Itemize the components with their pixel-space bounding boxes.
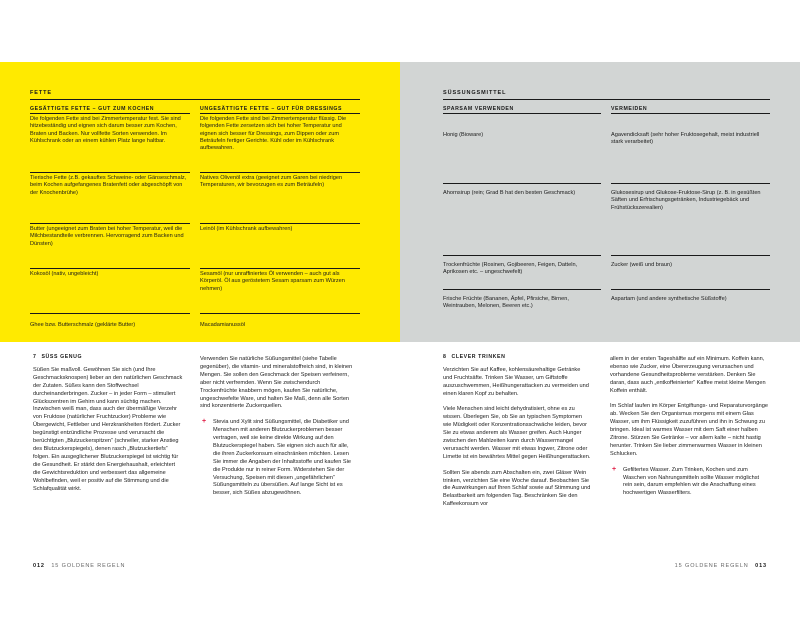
- page-number-right: 013: [755, 563, 767, 569]
- section7-paragraph: Verwenden Sie natürliche Süßungsmittel (siehe Tabelle gegenüber), die vitamin- und mineralstoffreich sind, in kleinen Mengen. Sie sollen den Geschmack der Speisen verfeinern, aber nicht verfremden. Wenn Sie zwischendurch Trockenfrüchte knabbern mögen, kaufen Sie natürliche, ungeschwefelte Ware, und halten Sie Maß, denn alle Sorten sind konzentrierte Zuckerquellen.: [200, 356, 353, 410]
- section8-paragraph: Im Schlaf laufen im Körper Entgiftungs- und Reparaturvorgänge ab. Wecken Sie den Organismus morgens mit einem Glas Wasser, um ihm Flüssigkeit zuzuführen und ihn in Schwung zu bringen. Ideal ist warmes Wasser mit dem Saft einer halben Zitrone. Stürzen Sie Getränke – vor allem kalte – nicht hastig herunter. Trinken Sie lieber zimmerwarmes Wasser in kleinen Schlucken.: [610, 403, 768, 457]
- table-cell: Die folgenden Fette sind bei Zimmertemperatur flüssig. Die folgenden Fette zersetzen sich bei hoher Temperatur und eignen sich besser für Dressings, zum Dippen oder zum Beträufeln fertiger Gerichte. Kühl oder im Kühlschrank aufbewahren.: [200, 113, 360, 172]
- page-number-left: 012: [33, 563, 45, 569]
- table-cell: Glukosesirup und Glukose-Fruktose-Sirup (z. B. in gesüßten Säften und Erfrischungsgetränken, Industriegebäck und Frühstückszerealien): [611, 183, 770, 255]
- section8-paragraph: allem in der ersten Tageshälfte auf ein Minimum. Koffein kann, ebenso wie Zucker, eine Übererzeugung verursachen und vorhandene Gesundheitsprobleme verstärken. Denken Sie daran, dass auch „entkoffeinierter“ Kaffee meist kleine Mengen Koffein enthält.: [610, 356, 766, 394]
- table-cell: Natives Olivenöl extra (geeignet zum Garen bei niedrigen Temperaturen, wir bevorzugen es zum Beträufeln): [200, 172, 360, 223]
- plus-icon: +: [202, 418, 207, 426]
- fats-saturated-column: [30, 106, 190, 339]
- running-title-right: 15 GOLDENE REGELN: [674, 563, 749, 569]
- section7-paragraph: Süßen Sie maßvoll. Gewöhnen Sie sich (und Ihre Geschmacksknospen) lieber an den natürlichen Geschmack der Zutaten. Süßes kann den Stoffwechsel durcheinanderbringen. Zucker – in jeder Form – stimuliert Glückszentren im Gehirn und kann süchtig machen. Inzwischen weiß man, dass auch der übermäßige Verzehr von Fruktose (natürlicher Fruchtzucker) Probleme wie Übergewicht, Fettleber und Herzkrankheiten fördert. Zucker begünstigt entzündliche Prozesse und verursacht die berüchtigten „Blutzuckerspitzen“ (schneller, starker Anstieg des Blutzuckerspiegels), denen rasch „Blutzuckertiefs“ folgen. Ein ausgeglichener Blutzuckerspiegel ist wichtig für die Gesundheit. Er stärkt den Energiehaushalt, erleichtert die Gewichtsreduktion und verbessert das allgemeine Wohlbefinden, weil er positiv auf die Stimmung und die Schlafqualität wirkt.: [33, 366, 183, 492]
- sweeteners-avoid-column: [611, 106, 770, 319]
- fats-table-top-rule: [30, 99, 360, 100]
- section8-column-1: [443, 354, 591, 517]
- section8-title: CLEVER TRINKEN: [451, 354, 506, 360]
- fats-table-title: FETTE: [30, 90, 52, 96]
- section7-column-2: [200, 356, 355, 498]
- footer-right: [675, 563, 767, 569]
- table-cell: Butter (ungeeignet zum Braten bei hoher Temperatur, weil die Milchbestandteile verbrennen. Hervorragend zum Backen und Dünsten): [30, 223, 190, 268]
- section8-tip-text: Gefiltertes Wasser. Zum Trinken, Kochen und zum Waschen von Nahrungsmitteln sollte Wasser möglichst rein sein, darum empfehlen wir die Anschaffung eines hochwertigen Wasserfilters.: [623, 466, 760, 497]
- section8-tip: [610, 467, 768, 499]
- section8-paragraph: Verzichten Sie auf Kaffee, kohlensäurehaltige Getränke und Fruchtsäfte. Trinken Sie Wasser, um Giftstoffe auszuschwemmen, Heißhungerattacken zu vermeiden und einen klaren Kopf zu behalten.: [443, 366, 589, 397]
- section8-paragraph: Sollten Sie abends zum Abschalten ein, zwei Gläser Wein trinken, verzichten Sie eine Woche darauf. Beobachten Sie die Auswirkungen auf Ihren Schlaf sowie auf Stimmung und Belastbarkeit am folgenden Tag. Beschränken Sie den Kaffeekonsum vor: [443, 469, 591, 508]
- sweeteners-table-panel: [400, 62, 800, 342]
- section7-tip: [200, 419, 355, 498]
- sweeteners-table-top-rule: [443, 99, 770, 100]
- section7-tip-text: Stevia und Xylit sind Süßungsmittel, die Diabetiker und Menschen mit anderen Blutzuckerproblemen besser vertragen, weil sie keine direkte Wirkung auf den Blutzuckerspiegel haben. Sie eignen sich auch für alle, die ihren Zuckerkonsum einschränken möchten. Lesen Sie immer die Angaben der Inhaltsstoffe und kaufen Sie die Produkte nur in reiner Form. Widerstehen Sie der Versuchung, Speisen mit diesen „ungefährlichen“ Süßungsmitteln zu übersüßen. Auf lange Sicht ist es besser, sich Süßes abzugewöhnen.: [213, 419, 351, 497]
- table-cell: Zucker (weiß und braun): [611, 255, 770, 289]
- table-cell: Frische Früchte (Bananen, Äpfel, Pfirsiche, Birnen, Weintrauben, Melonen, Beeren etc.): [443, 289, 601, 319]
- fats-unsaturated-heading: UNGESÄTTIGTE FETTE – GUT FÜR DRESSINGS: [200, 106, 343, 112]
- table-cell: Macadamianussöl: [200, 313, 360, 339]
- table-cell: Tierische Fette (z.B. gekauftes Schweine- oder Gänseschmalz, beim Kochen aufgefangenes Bratenfett oder abgeschöpft von der Knochenbrühe): [30, 172, 190, 223]
- table-cell: Sesamöl (nur unraffiniertes Öl verwenden – auch gut als Körperöl. Öl aus geröstetem Sesam sparsam zum Würzen nehmen): [200, 268, 360, 313]
- fats-saturated-heading: GESÄTTIGTE FETTE – GUT ZUM KOCHEN: [30, 106, 155, 112]
- running-title-left: 15 GOLDENE REGELN: [51, 563, 126, 569]
- table-cell: Honig (Bioware): [443, 113, 601, 183]
- section7-number: 7: [33, 354, 37, 360]
- plus-icon: +: [612, 465, 617, 473]
- table-cell: Aspartam (und andere synthetische Süßstoffe): [611, 289, 770, 319]
- sweeteners-table-title: SÜSSUNGSMITTEL: [443, 90, 507, 96]
- section7-column-1: [33, 354, 183, 501]
- sweeteners-sparingly-heading: SPARSAM VERWENDEN: [443, 106, 514, 112]
- table-cell: Die folgenden Fette sind bei Zimmertemperatur fest. Sie sind hitzebeständig und eignen sich darum besser zum Kochen, Braten und Backen. Nur vollfette Sorten verwenden. Im Kühlschrank oder an einem kühlen Platz lange haltbar.: [30, 113, 190, 172]
- section8-column-2: [610, 356, 768, 498]
- table-cell: Trockenfrüchte (Rosinen, Gojibeeren, Feigen, Datteln, Aprikosen etc. – ungeschwefelt): [443, 255, 601, 289]
- section8-number: 8: [443, 354, 447, 360]
- sweeteners-avoid-heading: VERMEIDEN: [611, 106, 648, 112]
- fats-table-panel: [0, 62, 400, 342]
- section7-heading: [33, 354, 183, 362]
- section7-title: SÜSS GENUG: [41, 354, 83, 360]
- footer-left: [33, 563, 125, 569]
- table-cell: Ahornsirup (rein; Grad B hat den besten Geschmack): [443, 183, 601, 255]
- fats-unsaturated-column: [200, 106, 360, 339]
- section8-paragraph: Viele Menschen sind leicht dehydratisiert, ohne es zu wissen. Überlegen Sie, ob Sie an typischen Symptomen wie Müdigkeit oder Konzentrationsschwäche leiden, bevor Sie zu etwas anderem als Wasser greifen. Auch Hunger zwischen den Mahlzeiten kann durch Wassermangel verursacht werden. Wasser mit etwas Ingwer, Zitrone oder Limette ist ein bewährtes Mittel gegen Heißhungerattacken.: [443, 406, 591, 460]
- table-cell: Ghee bzw. Butterschmalz (geklärte Butter): [30, 313, 190, 339]
- sweeteners-sparingly-column: [443, 106, 601, 319]
- section8-heading: [443, 354, 591, 362]
- table-cell: Agavendicksaft (sehr hoher Fruktosegehalt, meist industriell stark verarbeitet): [611, 113, 770, 183]
- table-cell: Kokosöl (nativ, ungebleicht): [30, 268, 190, 313]
- table-cell: Leinöl (im Kühlschrank aufbewahren): [200, 223, 360, 268]
